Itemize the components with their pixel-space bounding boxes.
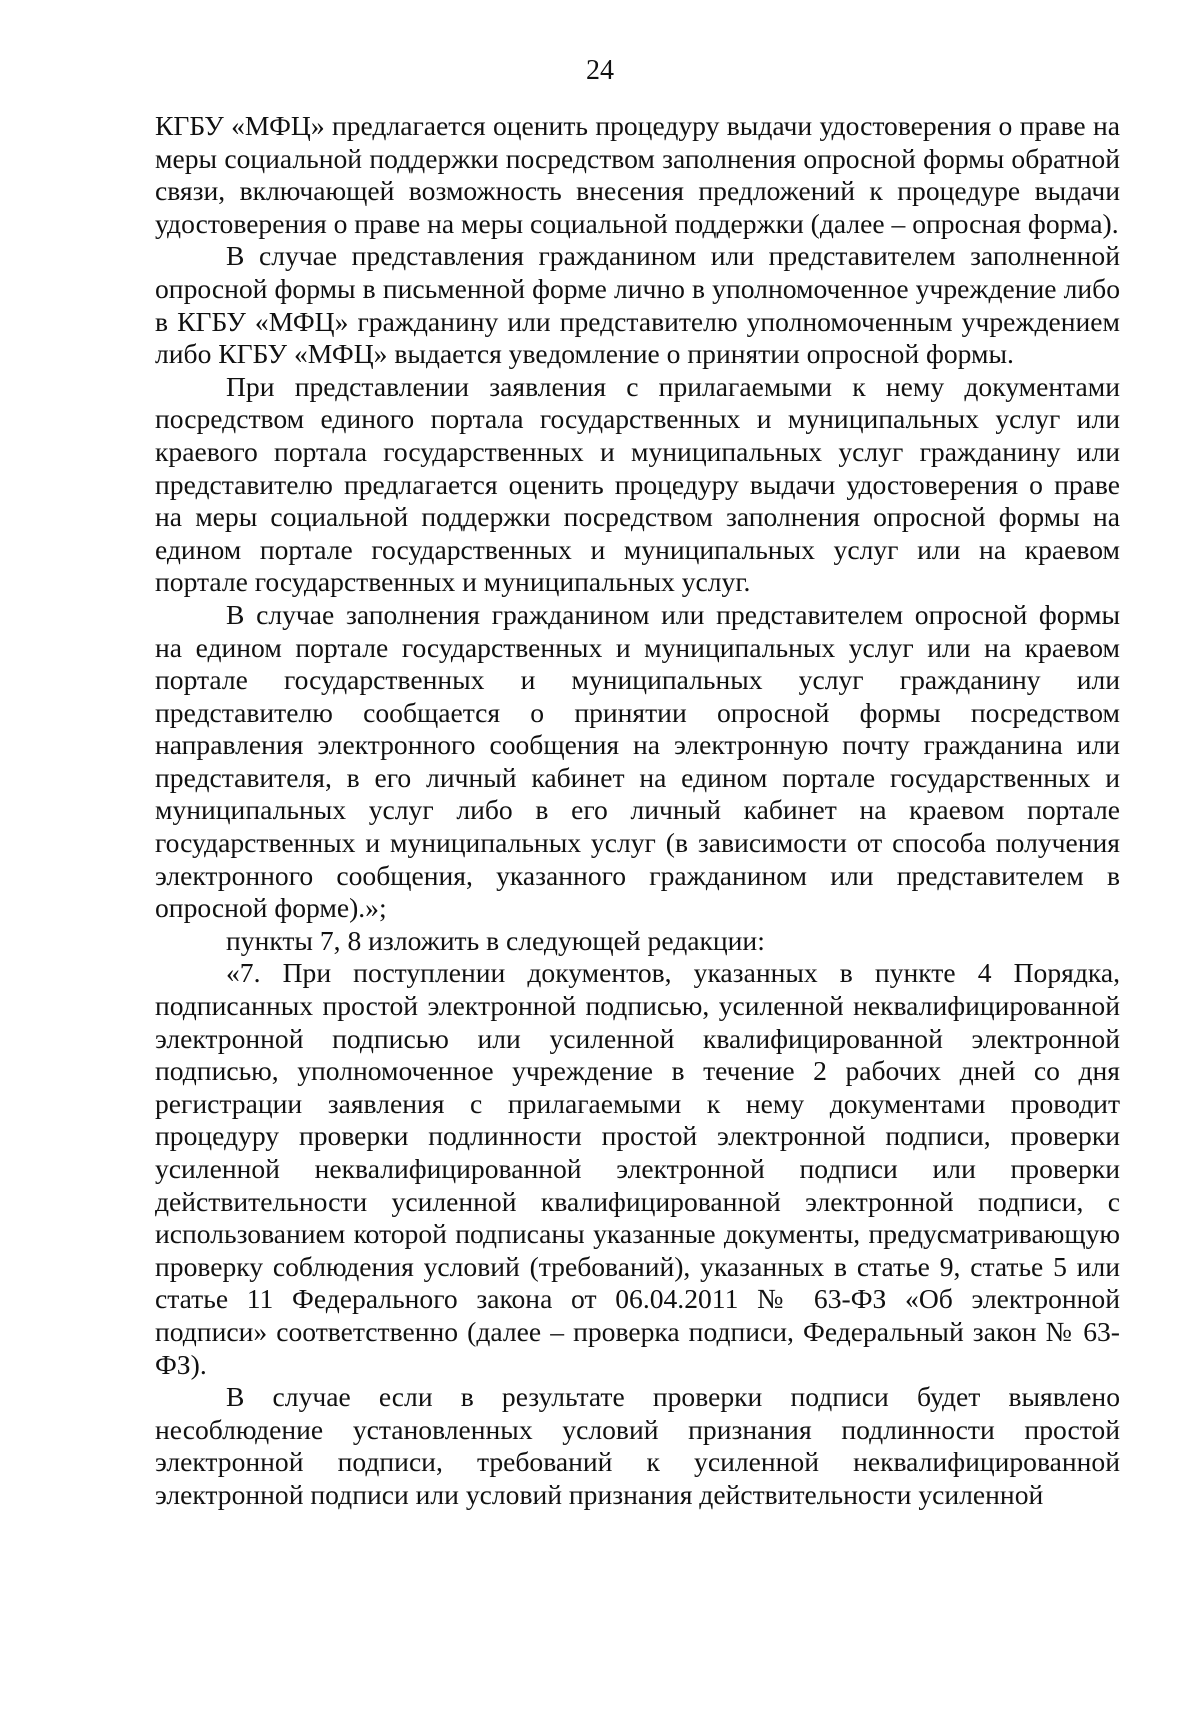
paragraph-7: В случае если в результате проверки подписи будет выявлено несоблюдение установленных условий признания подлинности простой электронной подписи, требований к усиленной неквалифицированной электронной подписи или условий признания действительности усиленной [155, 1381, 1120, 1510]
paragraph-2: В случае представления гражданином или представителем заполненной опросной формы в письменной форме лично в уполномоченное учреждение либо в КГБУ «МФЦ» гражданину или представителю уполномоченным учреждением либо КГБУ «МФЦ» выдается уведомление о принятии опросной формы. [155, 240, 1120, 370]
paragraph-4: В случае заполнения гражданином или представителем опросной формы на едином портале государственных и муниципальных услуг или на краевом портале государственных и муниципальных услуг гражданину или представителю сообщается о принятии опросной формы посредством направления электронного сообщения на электронную почту гражданина или представителя, в его личный кабинет на едином портале государственных и муниципальных услуг либо в его личный кабинет на краевом портале государственных и муниципальных услуг (в зависимости от способа получения электронного сообщения, указанного гражданином или представителем в опросной форме).»; [155, 598, 1120, 924]
paragraph-1: КГБУ «МФЦ» предлагается оценить процедуру выдачи удостоверения о праве на меры социальной поддержки посредством заполнения опросной формы обратной связи, включающей возможность внесения предложений к процедуре выдачи удостоверения о праве на меры социальной поддержки (далее – опросная форма). [155, 110, 1120, 239]
paragraph-3: При представлении заявления с прилагаемыми к нему документами посредством единого портала государственных и муниципальных услуг или краевого портала государственных и муниципальных услуг гражданину или представителю предлагается оценить процедуру выдачи удостоверения о праве на меры социальной поддержки посредством заполнения опросной формы на едином портале государственных и муниципальных услуг или на краевом портале государственных и муниципальных услуг. [155, 370, 1120, 598]
page-number: 24 [586, 55, 614, 86]
paragraph-5: пункты 7, 8 изложить в следующей редакции: [226, 924, 765, 956]
paragraph-6: «7. При поступлении документов, указанных в пункте 4 Порядка, подписанных простой электронной подписью, усиленной неквалифицированной электронной подписью или усиленной квалифицированной электронной подписью, уполномоченное учреждение в течение 2 рабочих дней со дня регистрации заявления с прилагаемыми к нему документами проводит процедуру проверки подлинности простой электронной подписи, проверки усиленной неквалифицированной электронной подписи или проверки действительности усиленной квалифицированной электронной подписи, с использованием которой подписаны указанные документы, предусматривающую проверку соблюдения условий (требований), указанных в статье 9, статье 5 или статье 11 Федерального закона от 06.04.2011 № 63-ФЗ «Об электронной подписи» соответственно (далее – проверка подписи, Федеральный закон № 63-ФЗ). [155, 957, 1120, 1380]
document-body [155, 110, 1120, 1512]
